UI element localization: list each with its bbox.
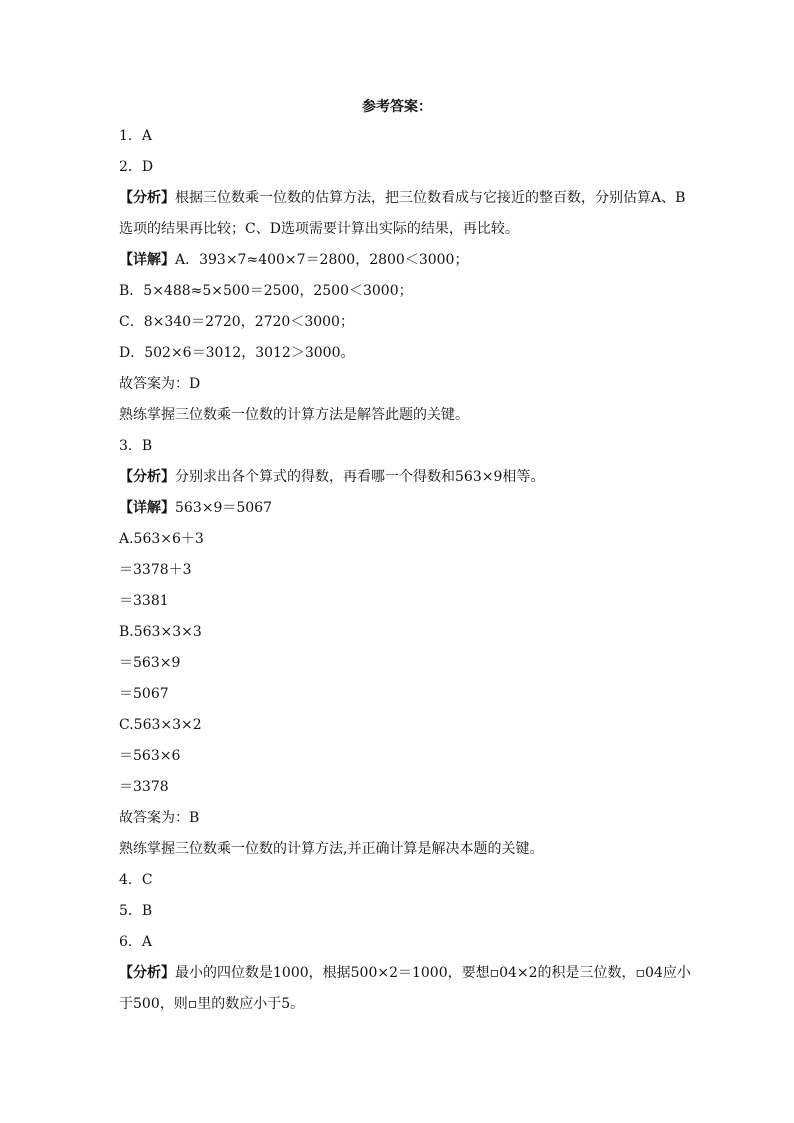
section-tag: 【详解】 <box>119 252 175 268</box>
line-text: 6．A <box>119 934 153 950</box>
answer-line <box>119 927 691 958</box>
answer-line <box>119 152 691 183</box>
line-text: B．5×488≈5×500＝2500，2500＜3000； <box>119 283 413 299</box>
answer-line <box>119 493 691 524</box>
line-text: ＝3378 <box>119 779 169 795</box>
answer-line <box>119 307 691 338</box>
answer-line <box>119 958 691 1020</box>
answer-line <box>119 400 691 431</box>
line-text: 1．A <box>119 128 153 144</box>
answer-line <box>119 183 691 245</box>
line-text: 熟练掌握三位数乘一位数的计算方法,并正确计算是解决本题的关键。 <box>119 841 544 857</box>
line-text: 熟练掌握三位数乘一位数的计算方法是解答此题的关键。 <box>119 407 469 423</box>
section-tag: 【详解】 <box>119 500 175 516</box>
line-text: B.563×3×3 <box>119 624 202 640</box>
line-text: 分别求出各个算式的得数，再看哪一个得数和563×9相等。 <box>175 469 545 485</box>
answer-content <box>119 121 691 1020</box>
answer-line <box>119 586 691 617</box>
line-text: ＝5067 <box>119 686 169 702</box>
line-text: D．502×6＝3012，3012＞3000。 <box>119 345 355 361</box>
answer-line <box>119 834 691 865</box>
line-text: ＝3381 <box>119 593 169 609</box>
section-tag: 【分析】 <box>119 190 175 206</box>
answer-line <box>119 710 691 741</box>
section-tag: 【分析】 <box>119 469 175 485</box>
answer-line <box>119 865 691 896</box>
line-text: ＝563×6 <box>119 748 181 764</box>
line-text: A．393×7≈400×7＝2800，2800＜3000； <box>175 252 469 268</box>
line-text: ＝563×9 <box>119 655 181 671</box>
line-text: 2．D <box>119 159 154 175</box>
answer-line <box>119 679 691 710</box>
line-text: 最小的四位数是1000，根据500×2＝1000，要想▫04×2的积是三位数，▫04应小于500，则▫里的数应小于5。 <box>119 965 691 1012</box>
answer-line <box>119 896 691 927</box>
line-text: C.563×3×2 <box>119 717 202 733</box>
line-text: 563×9＝5067 <box>175 500 272 516</box>
line-text: 根据三位数乘一位数的估算方法，把三位数看成与它接近的整百数，分别估算A、B选项的结果再比较；C、D选项需要计算出实际的结果，再比较。 <box>119 190 686 237</box>
answer-line <box>119 369 691 400</box>
line-text: 4．C <box>119 872 153 888</box>
line-text: C．8×340＝2720，2720＜3000； <box>119 314 354 330</box>
line-text: 故答案为：B <box>119 810 200 826</box>
section-tag: 【分析】 <box>119 965 175 981</box>
line-text: 5．B <box>119 903 153 919</box>
answer-line <box>119 524 691 555</box>
line-text: 3．B <box>119 438 153 454</box>
answer-line <box>119 648 691 679</box>
answer-line <box>119 555 691 586</box>
line-text: 故答案为：D <box>119 376 201 392</box>
answer-line <box>119 338 691 369</box>
answer-line <box>119 741 691 772</box>
answer-line <box>119 245 691 276</box>
answer-line <box>119 462 691 493</box>
answer-line <box>119 276 691 307</box>
line-text: ＝3378＋3 <box>119 562 192 578</box>
answer-line <box>119 772 691 803</box>
answer-line <box>119 431 691 462</box>
line-text: A.563×6＋3 <box>119 531 204 547</box>
answer-line <box>119 803 691 834</box>
answer-line <box>119 121 691 152</box>
page-title: 参考答案： <box>362 99 432 115</box>
answer-line <box>119 617 691 648</box>
